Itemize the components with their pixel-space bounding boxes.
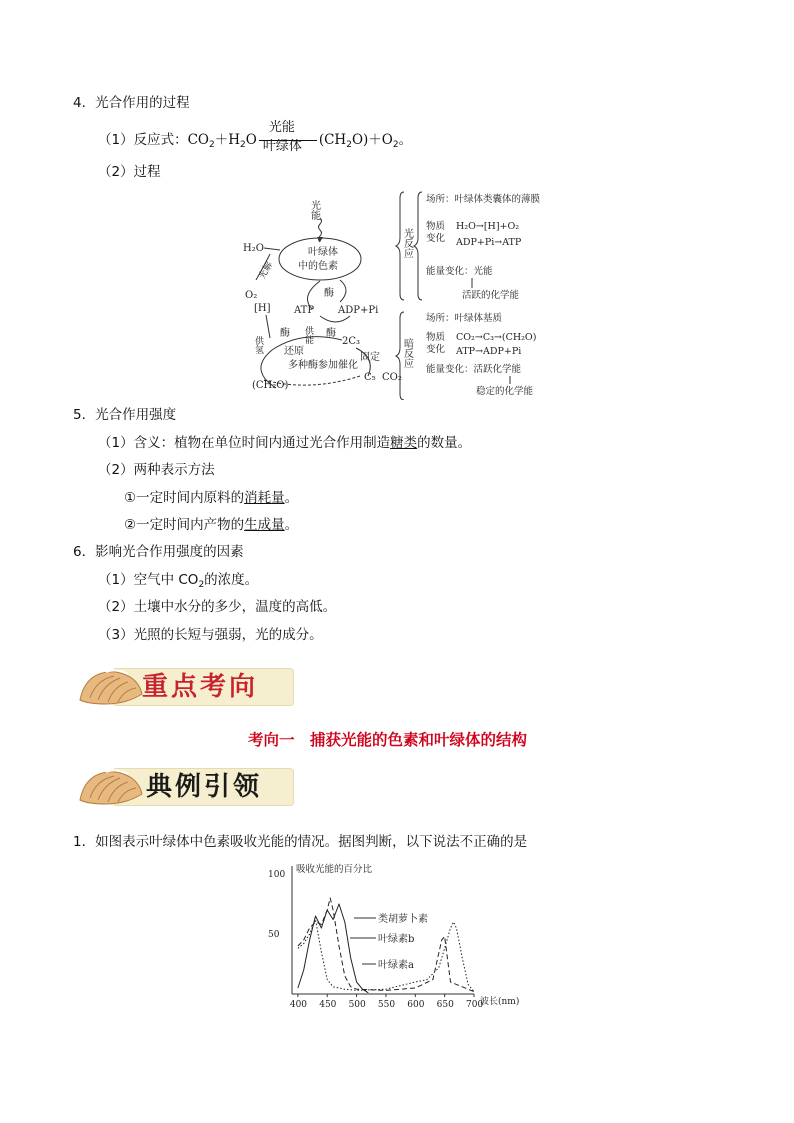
factor-1-post: 的浓度。 [204, 572, 259, 588]
x-tick-label: 650 [436, 1000, 454, 1008]
section4-heading: 4．光合作用的过程 [73, 95, 190, 111]
meaning-post: 的数量。 [417, 435, 472, 451]
shell-icon [76, 764, 146, 808]
fix-label: 固定 [360, 352, 380, 363]
shell-icon [76, 664, 146, 708]
pigment-label-1: 叶绿体 [308, 247, 338, 258]
enzyme-label: 酶 [324, 288, 334, 299]
absorption-chart [266, 858, 536, 1008]
eq-over: 光能 [268, 120, 295, 135]
pigment-ellipse [279, 238, 361, 280]
enzyme-3-label: 酶 [280, 328, 290, 339]
y-tick-label: 100 [268, 870, 286, 880]
question-1: 1．如图表示叶绿体中色素吸收光能的情况。据图判断，以下说法不正确的是 [73, 834, 528, 850]
section5-heading: 5．光合作用强度 [73, 407, 177, 423]
eq-co2: CO [187, 132, 209, 148]
eq-sub: 2 [240, 140, 246, 150]
split-label: 光解 [257, 260, 276, 281]
atp-label: ATP [294, 305, 315, 316]
meaning-underlined: 糖类 [390, 435, 418, 451]
dark-mat-label-1: 物质 [426, 332, 446, 343]
methods-heading: （2）两种表示方法 [98, 462, 215, 478]
factor-3: （3）光照的长短与强弱，光的成分。 [98, 627, 323, 643]
legend-carotenoid: 类胡萝卜素 [378, 914, 428, 925]
method-1-pre: ①一定时间内原料的 [124, 490, 245, 506]
multi-enzyme-label: 多种酶参加催化 [288, 360, 358, 371]
h2o-label: H₂O [243, 243, 264, 254]
dark-place: 场所：叶绿体基质 [426, 313, 503, 324]
light-mat-label-2: 变化 [426, 233, 446, 244]
x-tick-label: 550 [377, 1000, 396, 1008]
x-tick-label: 450 [319, 1000, 337, 1008]
eq-sub: 2 [392, 140, 399, 150]
factor-1 [98, 571, 258, 594]
factor-1-pre: （1）空气中 CO [98, 572, 199, 588]
ch2o-label: (CH₂O) [252, 380, 289, 391]
reaction-equation [98, 120, 413, 154]
method-1-underlined: 消耗量 [244, 490, 285, 506]
light-energy-to: 活跃的化学能 [462, 290, 520, 301]
eq-o: O [245, 132, 257, 148]
section6-heading: 6．影响光合作用强度的因素 [73, 544, 244, 560]
x-tick-label: 700 [466, 1000, 484, 1008]
process-label: （2）过程 [98, 164, 161, 180]
cycle-curve-bottom [320, 316, 350, 322]
supply-h-label: 供氢 [253, 336, 263, 354]
photosynthesis-diagram [240, 188, 560, 400]
x-tick-label: 600 [407, 1000, 425, 1008]
y-tick-label: 50 [268, 930, 280, 940]
light-reaction-label: 光反应 [401, 228, 413, 258]
adp-label: ADP+Pi [338, 305, 379, 316]
light-mat-1: H₂O→[H]+O₂ [456, 221, 520, 232]
enzyme-2-label: 酶 [326, 328, 336, 339]
h-arrow [266, 315, 270, 338]
eq-product-end: O)＋O [351, 132, 393, 148]
meaning-line [98, 434, 471, 452]
light-mat-label-1: 物质 [426, 221, 446, 232]
eq-under: 叶绿体 [262, 139, 302, 154]
co2-label: CO₂ [382, 372, 402, 383]
eq-arrow [257, 120, 319, 154]
eq-sub: 2 [209, 140, 215, 150]
example-banner [76, 764, 296, 808]
key-direction-title: 重点考向 [142, 672, 259, 702]
key-direction-banner [76, 664, 296, 708]
method-2-post: 。 [284, 517, 299, 533]
method-1-post: 。 [284, 490, 299, 506]
o2-label: O₂ [245, 290, 258, 301]
light-energy-1: 光能 [308, 200, 320, 220]
series-line-0 [298, 904, 368, 993]
light-place: 场所：叶绿体类囊体的薄膜 [426, 194, 541, 205]
eq-product: (CH [318, 132, 347, 148]
method-2-pre: ②一定时间内产物的 [124, 517, 245, 533]
h-label: [H] [254, 303, 271, 314]
method-1 [124, 489, 298, 507]
meaning-pre: （1）含义：植物在单位时间内通过光合作用制造 [98, 435, 391, 451]
light-energy-change: 能量变化：光能 [426, 266, 493, 277]
light-inner-brace [414, 192, 422, 300]
x-tick-label: 500 [348, 1000, 366, 1008]
dark-mat-1: CO₂→C₃→(CH₂O) [456, 332, 537, 343]
reaction-label: （1）反应式： [98, 132, 188, 148]
x-axis-label: 波长(nm) [480, 997, 520, 1007]
dark-energy-to: 稳定的化学能 [476, 386, 534, 397]
eq-sub: 2 [346, 140, 352, 150]
direction-one-title: 考向一 捕获光能的色素和叶绿体的结构 [248, 730, 528, 749]
pigment-label-2: 中的色素 [298, 261, 338, 272]
legend-chl-a: 叶绿素a [378, 960, 414, 971]
c5-label: C₅ [364, 372, 376, 383]
light-mat-2: ADP+Pi→ATP [456, 237, 522, 248]
h2o-line [264, 248, 280, 250]
x-tick-label: 400 [289, 1000, 308, 1008]
legend-chl-b: 叶绿素b [378, 934, 415, 945]
dark-energy-change: 能量变化：活跃化学能 [426, 364, 522, 375]
factor-2: （2）土壤中水分的多少，温度的高低。 [98, 599, 337, 615]
dark-mat-2: ATP→ADP+Pi [456, 346, 522, 357]
method-2-underlined: 生成量 [244, 517, 285, 533]
supply-label: 供能 [303, 326, 313, 344]
dark-reaction-label: 暗反应 [401, 338, 413, 368]
eq-h2o: ＋H [214, 132, 241, 148]
eq-end: 。 [398, 132, 413, 148]
cycle-curve-right [340, 280, 346, 302]
example-title: 典例引领 [146, 772, 263, 802]
factor-1-sub: 2 [198, 580, 205, 590]
reduction-label: 还原 [284, 346, 304, 357]
method-2 [124, 516, 298, 534]
c3-label: 2C₃ [342, 336, 361, 347]
dark-mat-label-2: 变化 [426, 344, 446, 355]
y-axis-label: 吸收光能的百分比 [296, 864, 373, 875]
